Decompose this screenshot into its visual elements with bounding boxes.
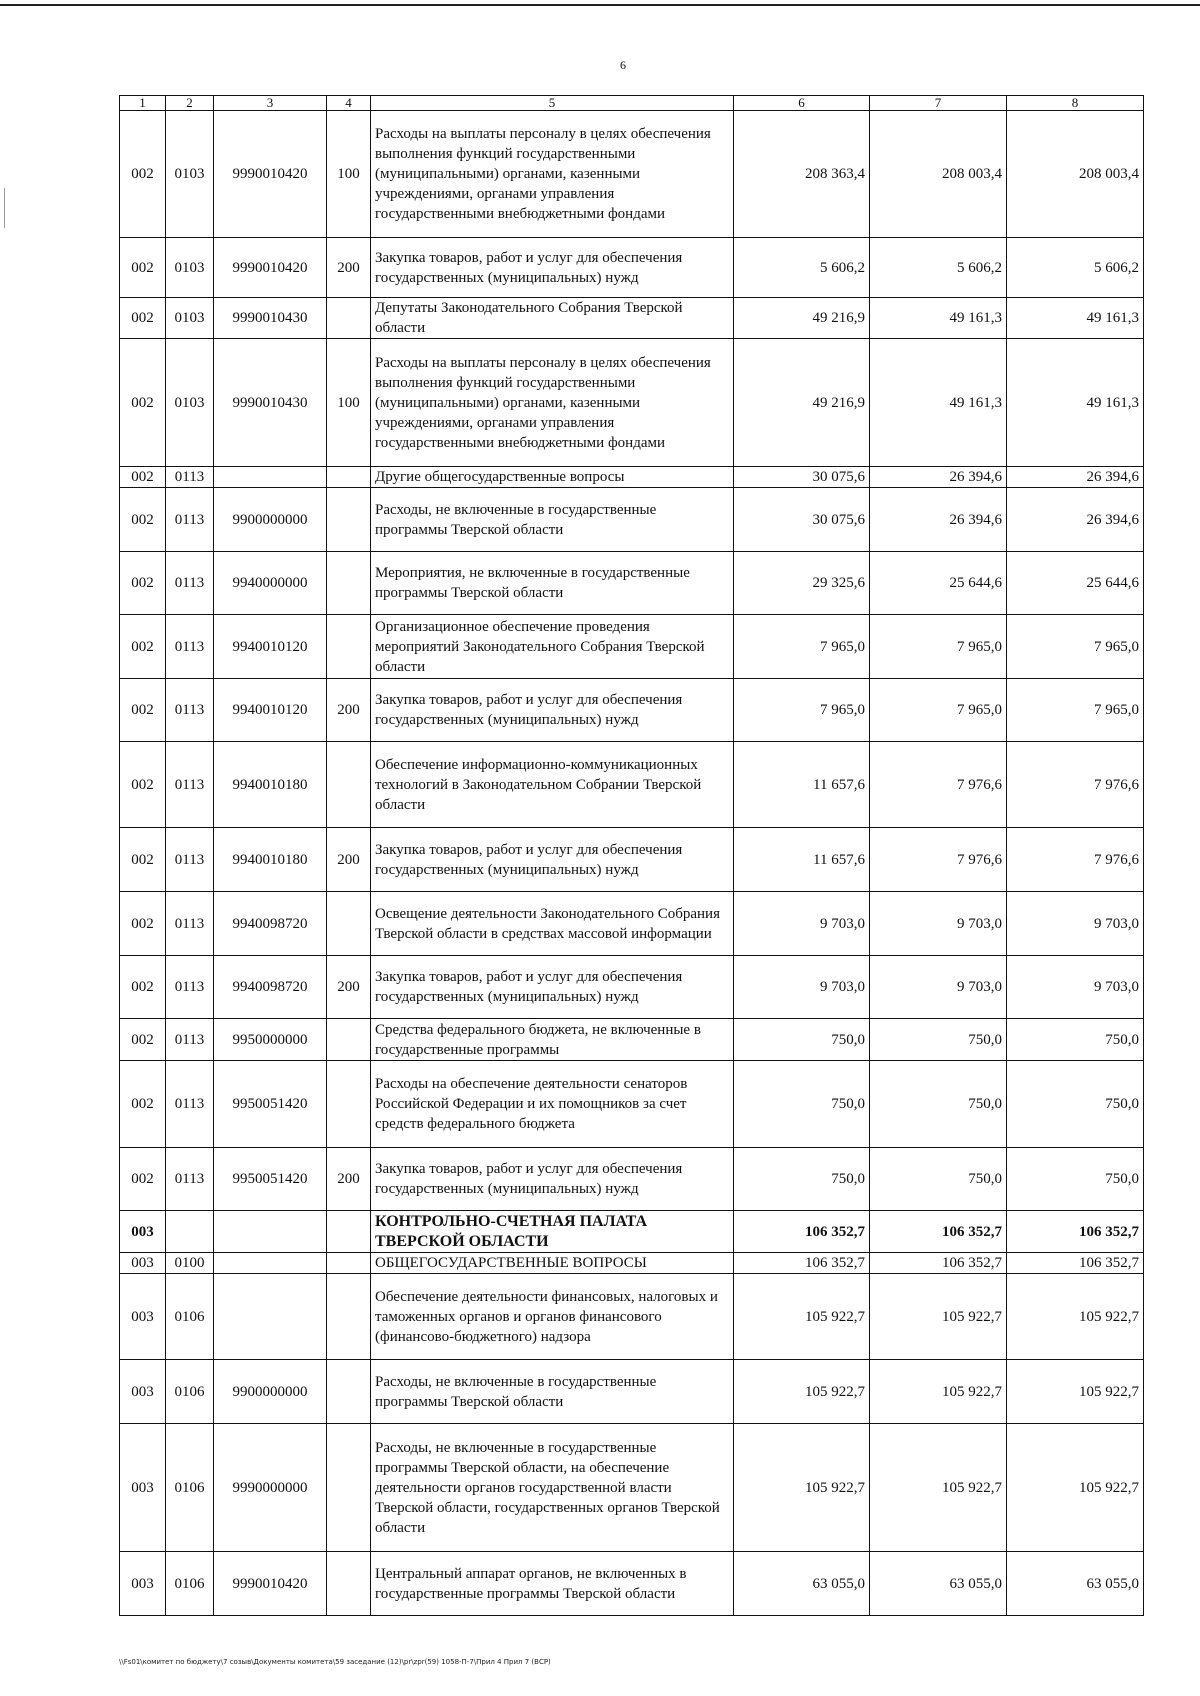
section-code-cell: 0103 [166, 238, 214, 298]
expense-type-cell: 200 [327, 679, 371, 742]
description-cell: ОБЩЕГОСУДАРСТВЕННЫЕ ВОПРОСЫ [371, 1253, 734, 1274]
table-row [120, 1148, 1144, 1211]
amount-year2-cell: 106 352,7 [870, 1211, 1007, 1253]
amount-year3-cell: 9 703,0 [1007, 956, 1144, 1019]
ministry-code-cell: 002 [120, 339, 166, 467]
section-code-cell: 0113 [166, 552, 214, 615]
expense-type-cell [327, 1552, 371, 1616]
amount-year3-cell: 750,0 [1007, 1148, 1144, 1211]
amount-year3-cell: 63 055,0 [1007, 1552, 1144, 1616]
target-article-cell [214, 1253, 327, 1274]
expense-type-cell: 200 [327, 956, 371, 1019]
table-row [120, 1253, 1144, 1274]
section-code-cell: 0113 [166, 679, 214, 742]
amount-year3-cell: 49 161,3 [1007, 298, 1144, 339]
table-row [120, 467, 1144, 488]
amount-year2-cell: 9 703,0 [870, 956, 1007, 1019]
expense-type-cell: 200 [327, 1148, 371, 1211]
description-cell: Закупка товаров, работ и услуг для обеспечения государственных (муниципальных) нужд [371, 238, 734, 298]
description-cell: Расходы на выплаты персоналу в целях обеспечения выполнения функций государственными (муниципальными) органами, казенными учреждениями, органами управления государственными внебюджетными фондами [371, 339, 734, 467]
amount-year1-cell: 208 363,4 [734, 111, 870, 238]
table-row [120, 892, 1144, 956]
table-row [120, 1019, 1144, 1061]
description-cell: Расходы, не включенные в государственные программы Тверской области [371, 488, 734, 552]
description-cell: Закупка товаров, работ и услуг для обеспечения государственных (муниципальных) нужд [371, 1148, 734, 1211]
target-article-cell [214, 1274, 327, 1360]
target-article-cell: 9940010120 [214, 615, 327, 679]
target-article-cell: 9990010420 [214, 111, 327, 238]
table-row [120, 828, 1144, 892]
col-header: 7 [870, 96, 1007, 111]
amount-year1-cell: 750,0 [734, 1019, 870, 1061]
section-code-cell [166, 1211, 214, 1253]
description-cell: Центральный аппарат органов, не включенных в государственные программы Тверской области [371, 1552, 734, 1616]
amount-year2-cell: 9 703,0 [870, 892, 1007, 956]
target-article-cell: 9990000000 [214, 1424, 327, 1552]
ministry-code-cell: 003 [120, 1274, 166, 1360]
expense-type-cell [327, 1424, 371, 1552]
amount-year2-cell: 106 352,7 [870, 1253, 1007, 1274]
amount-year3-cell: 26 394,6 [1007, 467, 1144, 488]
table-row [120, 1360, 1144, 1424]
amount-year1-cell: 9 703,0 [734, 956, 870, 1019]
amount-year3-cell: 750,0 [1007, 1019, 1144, 1061]
amount-year3-cell: 9 703,0 [1007, 892, 1144, 956]
amount-year3-cell: 7 965,0 [1007, 679, 1144, 742]
target-article-cell: 9990010430 [214, 339, 327, 467]
expense-type-cell [327, 1253, 371, 1274]
amount-year1-cell: 750,0 [734, 1148, 870, 1211]
amount-year1-cell: 11 657,6 [734, 828, 870, 892]
amount-year1-cell: 29 325,6 [734, 552, 870, 615]
expense-type-cell [327, 615, 371, 679]
target-article-cell: 9940098720 [214, 956, 327, 1019]
expense-type-cell [327, 1211, 371, 1253]
header-row [120, 96, 1144, 111]
amount-year3-cell: 7 965,0 [1007, 615, 1144, 679]
target-article-cell [214, 467, 327, 488]
section-code-cell: 0113 [166, 1019, 214, 1061]
amount-year2-cell: 750,0 [870, 1061, 1007, 1148]
section-code-cell: 0103 [166, 298, 214, 339]
table-row [120, 956, 1144, 1019]
amount-year2-cell: 7 965,0 [870, 679, 1007, 742]
target-article-cell: 9940098720 [214, 892, 327, 956]
amount-year3-cell: 25 644,6 [1007, 552, 1144, 615]
amount-year1-cell: 49 216,9 [734, 339, 870, 467]
amount-year2-cell: 750,0 [870, 1019, 1007, 1061]
amount-year1-cell: 105 922,7 [734, 1274, 870, 1360]
ministry-code-cell: 003 [120, 1211, 166, 1253]
description-cell: Расходы на выплаты персоналу в целях обеспечения выполнения функций государственными (муниципальными) органами, казенными учреждениями, органами управления государственными внебюджетными фондами [371, 111, 734, 238]
expense-type-cell: 200 [327, 828, 371, 892]
amount-year1-cell: 49 216,9 [734, 298, 870, 339]
target-article-cell: 9990010430 [214, 298, 327, 339]
amount-year2-cell: 63 055,0 [870, 1552, 1007, 1616]
col-header: 4 [327, 96, 371, 111]
amount-year2-cell: 105 922,7 [870, 1424, 1007, 1552]
ministry-code-cell: 002 [120, 1019, 166, 1061]
amount-year2-cell: 7 976,6 [870, 742, 1007, 828]
amount-year3-cell: 26 394,6 [1007, 488, 1144, 552]
ministry-code-cell: 002 [120, 615, 166, 679]
amount-year3-cell: 7 976,6 [1007, 828, 1144, 892]
amount-year2-cell: 105 922,7 [870, 1360, 1007, 1424]
ministry-code-cell: 002 [120, 1061, 166, 1148]
section-code-cell: 0113 [166, 742, 214, 828]
description-cell: Организационное обеспечение проведения мероприятий Законодательного Собрания Тверской области [371, 615, 734, 679]
amount-year1-cell: 5 606,2 [734, 238, 870, 298]
target-article-cell: 9990010420 [214, 1552, 327, 1616]
amount-year1-cell: 750,0 [734, 1061, 870, 1148]
amount-year1-cell: 105 922,7 [734, 1424, 870, 1552]
amount-year1-cell: 11 657,6 [734, 742, 870, 828]
amount-year3-cell: 750,0 [1007, 1061, 1144, 1148]
description-cell: Расходы на обеспечение деятельности сенаторов Российской Федерации и их помощников за счет средств федерального бюджета [371, 1061, 734, 1148]
description-cell: Закупка товаров, работ и услуг для обеспечения государственных (муниципальных) нужд [371, 679, 734, 742]
section-code-cell: 0103 [166, 111, 214, 238]
amount-year1-cell: 105 922,7 [734, 1360, 870, 1424]
budget-table [119, 95, 1144, 1616]
target-article-cell: 9950051420 [214, 1148, 327, 1211]
section-code-cell: 0113 [166, 956, 214, 1019]
table-row [120, 1061, 1144, 1148]
amount-year3-cell: 105 922,7 [1007, 1274, 1144, 1360]
description-cell: Средства федерального бюджета, не включенные в государственные программы [371, 1019, 734, 1061]
description-cell: Расходы, не включенные в государственные программы Тверской области [371, 1360, 734, 1424]
section-code-cell: 0113 [166, 1061, 214, 1148]
section-code-cell: 0106 [166, 1552, 214, 1616]
target-article-cell: 9950000000 [214, 1019, 327, 1061]
amount-year1-cell: 7 965,0 [734, 679, 870, 742]
amount-year3-cell: 49 161,3 [1007, 339, 1144, 467]
expense-type-cell [327, 892, 371, 956]
amount-year2-cell: 208 003,4 [870, 111, 1007, 238]
amount-year1-cell: 30 075,6 [734, 488, 870, 552]
table-row [120, 1274, 1144, 1360]
section-code-cell: 0113 [166, 467, 214, 488]
amount-year1-cell: 7 965,0 [734, 615, 870, 679]
amount-year2-cell: 105 922,7 [870, 1274, 1007, 1360]
description-cell: Обеспечение информационно-коммуникационных технологий в Законодательном Собрании Тверской области [371, 742, 734, 828]
table-row [120, 552, 1144, 615]
scan-mark [4, 188, 5, 228]
description-cell: Обеспечение деятельности финансовых, налоговых и таможенных органов и органов финансового (финансово-бюджетного) надзора [371, 1274, 734, 1360]
amount-year1-cell: 106 352,7 [734, 1211, 870, 1253]
amount-year2-cell: 7 965,0 [870, 615, 1007, 679]
ministry-code-cell: 003 [120, 1253, 166, 1274]
ministry-code-cell: 002 [120, 467, 166, 488]
description-cell: Мероприятия, не включенные в государственные программы Тверской области [371, 552, 734, 615]
table-row [120, 742, 1144, 828]
table-row [120, 1211, 1144, 1253]
col-header: 3 [214, 96, 327, 111]
col-header: 1 [120, 96, 166, 111]
ministry-code-cell: 003 [120, 1424, 166, 1552]
target-article-cell [214, 1211, 327, 1253]
amount-year2-cell: 26 394,6 [870, 467, 1007, 488]
table-row [120, 615, 1144, 679]
section-code-cell: 0106 [166, 1360, 214, 1424]
top-rule [0, 4, 1200, 6]
section-code-cell: 0113 [166, 892, 214, 956]
ministry-code-cell: 003 [120, 1552, 166, 1616]
amount-year1-cell: 63 055,0 [734, 1552, 870, 1616]
ministry-code-cell: 002 [120, 1148, 166, 1211]
ministry-code-cell: 002 [120, 238, 166, 298]
ministry-code-cell: 002 [120, 892, 166, 956]
file-path-footer: \\Fs01\комитет по бюджету\7 созыв\Документы комитета\59 заседание (12)\pr\zpr(59) 1058-П-7\Прил 4 Прил 7 (ВСР) [119, 1658, 551, 1666]
expense-type-cell [327, 1061, 371, 1148]
expense-type-cell [327, 467, 371, 488]
expense-type-cell: 100 [327, 111, 371, 238]
target-article-cell: 9940000000 [214, 552, 327, 615]
section-code-cell: 0113 [166, 615, 214, 679]
col-header: 6 [734, 96, 870, 111]
page-number: 6 [620, 58, 626, 72]
ministry-code-cell: 002 [120, 742, 166, 828]
amount-year1-cell: 9 703,0 [734, 892, 870, 956]
section-code-cell: 0113 [166, 1148, 214, 1211]
ministry-code-cell: 003 [120, 1360, 166, 1424]
description-cell: КОНТРОЛЬНО-СЧЕТНАЯ ПАЛАТА ТВЕРСКОЙ ОБЛАСТИ [371, 1211, 734, 1253]
col-header: 8 [1007, 96, 1144, 111]
target-article-cell: 9900000000 [214, 1360, 327, 1424]
expense-type-cell [327, 298, 371, 339]
section-code-cell: 0106 [166, 1424, 214, 1552]
amount-year1-cell: 30 075,6 [734, 467, 870, 488]
expense-type-cell [327, 1274, 371, 1360]
expense-type-cell [327, 742, 371, 828]
amount-year2-cell: 7 976,6 [870, 828, 1007, 892]
ministry-code-cell: 002 [120, 956, 166, 1019]
target-article-cell: 9940010180 [214, 742, 327, 828]
expense-type-cell: 200 [327, 238, 371, 298]
expense-type-cell [327, 1360, 371, 1424]
section-code-cell: 0103 [166, 339, 214, 467]
amount-year3-cell: 7 976,6 [1007, 742, 1144, 828]
table-row [120, 488, 1144, 552]
amount-year2-cell: 750,0 [870, 1148, 1007, 1211]
section-code-cell: 0100 [166, 1253, 214, 1274]
description-cell: Закупка товаров, работ и услуг для обеспечения государственных (муниципальных) нужд [371, 828, 734, 892]
expense-type-cell: 100 [327, 339, 371, 467]
table-row [120, 339, 1144, 467]
amount-year3-cell: 208 003,4 [1007, 111, 1144, 238]
amount-year2-cell: 5 606,2 [870, 238, 1007, 298]
table-row [120, 298, 1144, 339]
table-row [120, 1424, 1144, 1552]
target-article-cell: 9990010420 [214, 238, 327, 298]
amount-year2-cell: 49 161,3 [870, 298, 1007, 339]
target-article-cell: 9900000000 [214, 488, 327, 552]
section-code-cell: 0113 [166, 488, 214, 552]
table-row [120, 679, 1144, 742]
amount-year3-cell: 5 606,2 [1007, 238, 1144, 298]
description-cell: Другие общегосударственные вопросы [371, 467, 734, 488]
amount-year2-cell: 49 161,3 [870, 339, 1007, 467]
ministry-code-cell: 002 [120, 679, 166, 742]
section-code-cell: 0113 [166, 828, 214, 892]
col-header: 2 [166, 96, 214, 111]
table-row [120, 238, 1144, 298]
target-article-cell: 9940010120 [214, 679, 327, 742]
amount-year3-cell: 105 922,7 [1007, 1424, 1144, 1552]
amount-year3-cell: 106 352,7 [1007, 1211, 1144, 1253]
ministry-code-cell: 002 [120, 298, 166, 339]
ministry-code-cell: 002 [120, 488, 166, 552]
amount-year3-cell: 105 922,7 [1007, 1360, 1144, 1424]
description-cell: Депутаты Законодательного Собрания Тверской области [371, 298, 734, 339]
description-cell: Расходы, не включенные в государственные программы Тверской области, на обеспечение деятельности органов государственной власти Тверской области, государственных органов Тверской области [371, 1424, 734, 1552]
table-row [120, 111, 1144, 238]
ministry-code-cell: 002 [120, 828, 166, 892]
col-header: 5 [371, 96, 734, 111]
expense-type-cell [327, 488, 371, 552]
description-cell: Закупка товаров, работ и услуг для обеспечения государственных (муниципальных) нужд [371, 956, 734, 1019]
amount-year2-cell: 25 644,6 [870, 552, 1007, 615]
table-row [120, 1552, 1144, 1616]
ministry-code-cell: 002 [120, 552, 166, 615]
expense-type-cell [327, 1019, 371, 1061]
target-article-cell: 9950051420 [214, 1061, 327, 1148]
target-article-cell: 9940010180 [214, 828, 327, 892]
ministry-code-cell: 002 [120, 111, 166, 238]
section-code-cell: 0106 [166, 1274, 214, 1360]
expense-type-cell [327, 552, 371, 615]
amount-year1-cell: 106 352,7 [734, 1253, 870, 1274]
amount-year2-cell: 26 394,6 [870, 488, 1007, 552]
description-cell: Освещение деятельности Законодательного Собрания Тверской области в средствах массовой информации [371, 892, 734, 956]
amount-year3-cell: 106 352,7 [1007, 1253, 1144, 1274]
